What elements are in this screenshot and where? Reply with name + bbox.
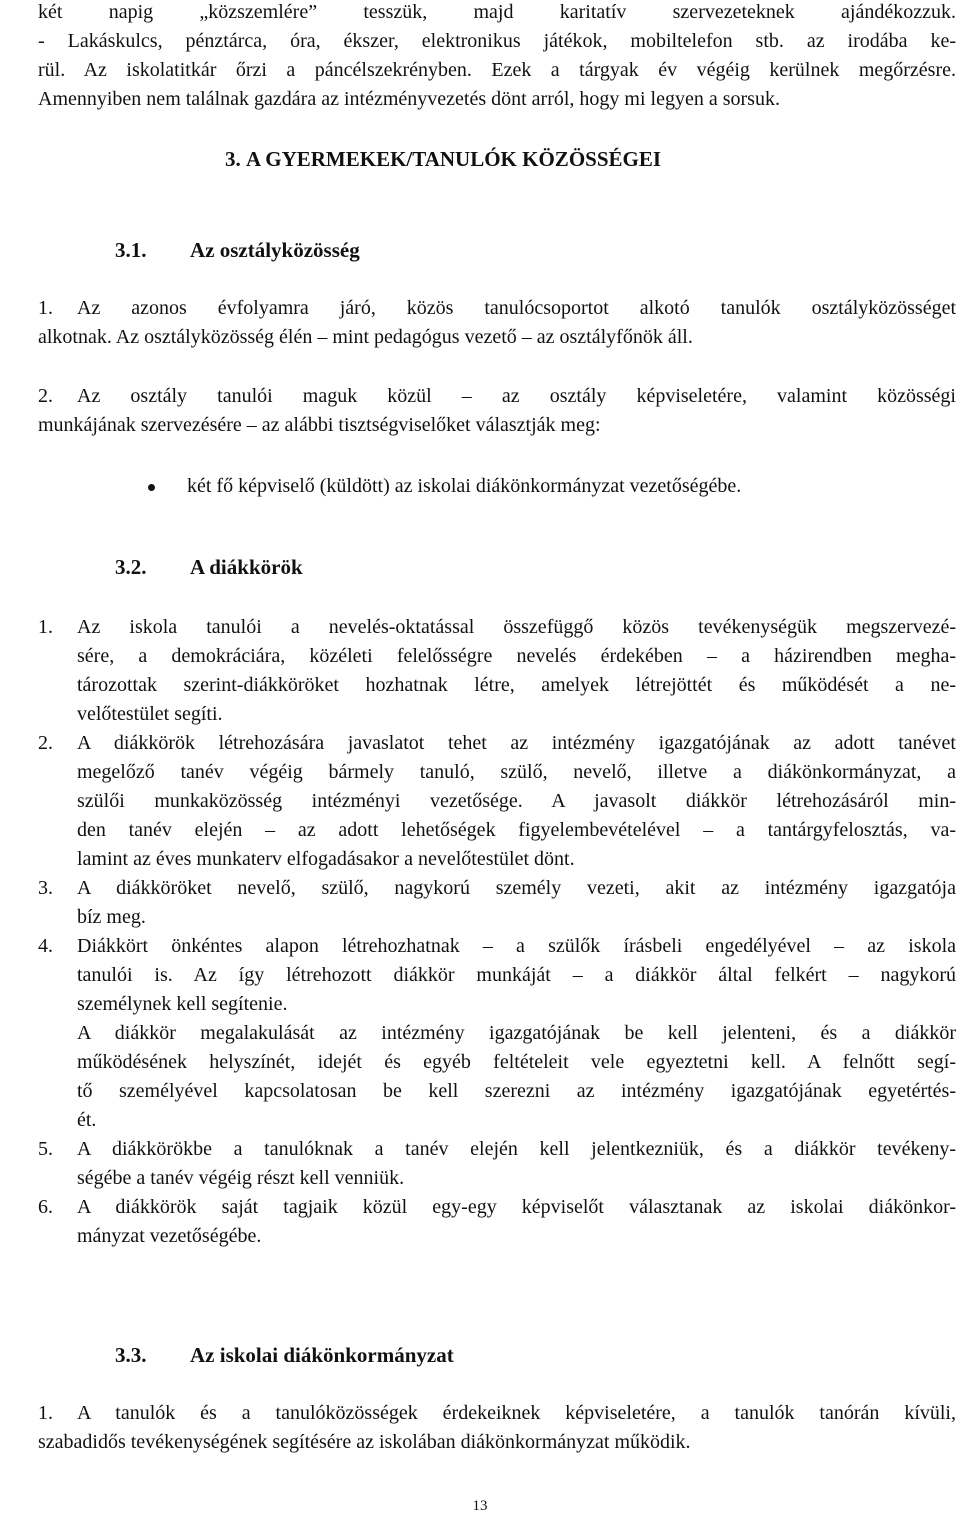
section-3-2-heading: [115, 553, 715, 583]
item-text: [77, 874, 956, 932]
section-title: Az iskolai diákönkormányzat: [190, 1343, 454, 1367]
item-text: [77, 1193, 956, 1251]
list-item: [38, 874, 956, 932]
list-item: [38, 932, 956, 1135]
item-line: szülői munkaközösség intézményi vezetősége. A javasolt diákkör létrehozásáról min-: [77, 790, 956, 812]
section-number: 3.1.: [115, 238, 147, 262]
item-line: tározottak szerint-diákköröket hozhatnak létre, amelyek létrejöttét és működését a ne-: [77, 674, 956, 696]
list-item: [38, 613, 956, 729]
item-line: A tanulók és a tanulóközösségek érdekeiknek képviseletére, a tanulók tanórán kívüli,: [77, 1402, 956, 1424]
list-item: [38, 1193, 956, 1251]
item-line: A diákkörökbe a tanulóknak a tanév elején kell jelentkezniük, és a diákkör tevékeny-: [77, 1138, 956, 1160]
item-line: tő személyével kapcsolatosan be kell szerezni az intézmény igazgatójának egyetértés-: [77, 1080, 956, 1102]
item-line: ét.: [77, 1109, 97, 1131]
item-line: sére, a demokráciára, közéleti felelősségre nevelés érdekében – a házirendben megha-: [77, 645, 956, 667]
item-number: 4.: [38, 935, 53, 957]
intro-line: két napig „közszemlére” tesszük, majd karitatív szervezeteknek ajándékozzuk.: [38, 1, 956, 23]
item-text: [77, 729, 956, 874]
item-text: [77, 382, 956, 411]
item-line: megelőző tanév végéig bármely tanuló, szülő, nevelő, illetve a diákönkormányzat, a: [77, 761, 956, 783]
item-line: ségébe a tanév végéig részt kell venniük.: [77, 1167, 405, 1189]
intro-line: Amennyiben nem találnak gazdára az intézményvezetés dönt arról, hogy mi legyen a sorsuk.: [38, 88, 780, 110]
list-item: [38, 294, 956, 354]
section-3-1-heading: [115, 236, 715, 266]
item-text: [77, 1399, 956, 1428]
item-line: tanulói is. Az így létrehozott diákkör munkáját – a diákkör által felkért – nagykorú: [77, 964, 956, 986]
bullet-text: két fő képviselő (küldött) az iskolai diákönkormányzat vezetőségébe.: [187, 475, 742, 497]
intro-paragraph: [38, 0, 956, 114]
section-title: A GYERMEKEK/TANULÓK KÖZÖSSÉGEI: [246, 147, 662, 171]
list-item: [38, 1399, 956, 1459]
item-line: Az osztály tanulói maguk közül – az osztály képviseletére, valamint közösségi: [77, 385, 956, 407]
item-line: lamint az éves munkaterv elfogadásakor a nevelőtestület dönt.: [77, 848, 575, 870]
intro-line: - Lakáskulcs, pénztárca, óra, ékszer, elektronikus játékok, mobiltelefon stb. az irodába ke-: [38, 30, 956, 52]
bullet-item: [148, 472, 948, 502]
page-number: 13: [472, 1498, 488, 1514]
item-line: A diákkörök létrehozására javaslatot tehet az intézmény igazgatójának az adott tanévet: [77, 732, 956, 754]
item-line: A diákkör megalakulását az intézmény igazgatójának be kell jelenteni, és a diákkör: [77, 1022, 956, 1044]
list-item: [38, 729, 956, 874]
item-number: 5.: [38, 1138, 53, 1160]
item-text: [77, 1135, 956, 1193]
item-line: bíz meg.: [77, 906, 146, 928]
item-line: személynek kell segítenie.: [77, 993, 288, 1015]
list-item: [38, 1135, 956, 1193]
section-title: A diákkörök: [190, 555, 303, 579]
item-line: den tanév elején – az adott lehetőségek figyelembevételével – a tantárgyfelosztás, va-: [77, 819, 956, 841]
item-number: 2.: [38, 385, 53, 407]
item-line: mányzat vezetőségébe.: [77, 1225, 262, 1247]
item-number: 3.: [38, 877, 53, 899]
item-continuation: szabadidős tevékenységének segítésére az iskolában diákönkormányzat működik.: [38, 1431, 691, 1453]
item-line: működésének helyszínét, idejét és egyéb feltételeit vele egyeztetni kell. A felnőtt segí-: [77, 1051, 956, 1073]
section-number: 3.3.: [115, 1343, 147, 1367]
item-number: 1.: [38, 297, 53, 319]
section-3-3-heading: [115, 1341, 715, 1371]
item-number: 1.: [38, 1402, 53, 1424]
item-text: [77, 294, 956, 323]
section-number: 3.: [225, 147, 241, 171]
intro-line: rül. Az iskolatitkár őrzi a páncélszekrényben. Ezek a tárgyak év végéig kerülnek megőrzésre.: [38, 59, 956, 81]
item-continuation: alkotnak. Az osztályközösség élén – mint pedagógus vezető – az osztályfőnök áll.: [38, 326, 693, 348]
item-number: 1.: [38, 616, 53, 638]
section-title: Az osztályközösség: [190, 238, 360, 262]
item-line: A diákkörök saját tagjaik közül egy-egy képviselőt választanak az iskolai diákönkor-: [77, 1196, 956, 1218]
item-line: velőtestület segíti.: [77, 703, 223, 725]
item-line: Az iskola tanulói a nevelés-oktatással összefüggő közös tevékenységük megszervezé-: [77, 616, 956, 638]
item-line: Az azonos évfolyamra járó, közös tanulócsoportot alkotó tanulók osztályközösséget: [77, 297, 956, 319]
bullet-icon: [148, 484, 155, 491]
item-line: Diákkört önkéntes alapon létrehozhatnak – a szülők írásbeli engedélyével – az iskola: [77, 935, 956, 957]
list-item: [38, 382, 956, 442]
item-continuation: munkájának szervezésére – az alábbi tisztségviselőket választják meg:: [38, 414, 601, 436]
section-3-heading: [225, 145, 825, 175]
item-number: 2.: [38, 732, 53, 754]
item-line: A diákköröket nevelő, szülő, nagykorú személy vezeti, akit az intézmény igazgatója: [77, 877, 956, 899]
item-text: [77, 613, 956, 729]
item-number: 6.: [38, 1196, 53, 1218]
section-number: 3.2.: [115, 555, 147, 579]
item-text: [77, 932, 956, 1135]
